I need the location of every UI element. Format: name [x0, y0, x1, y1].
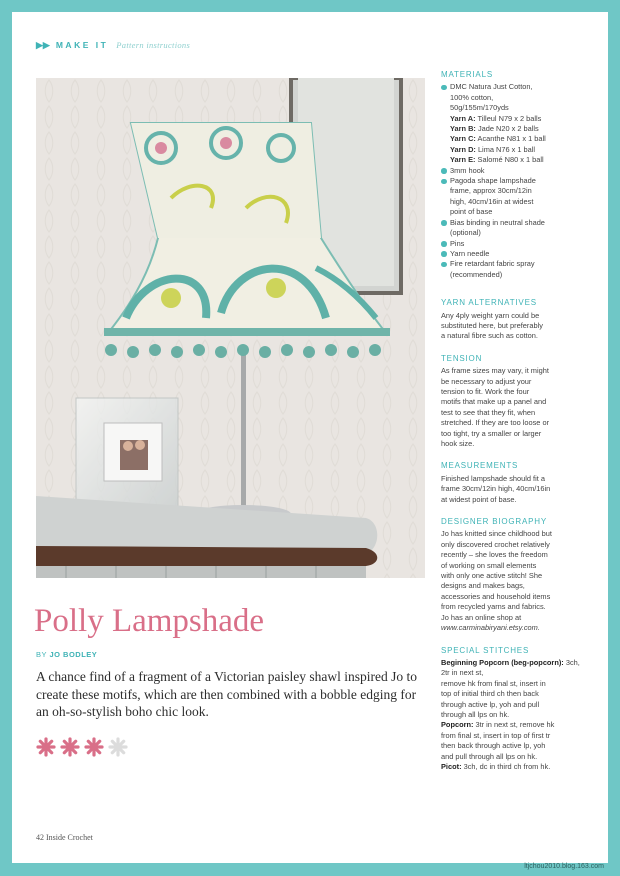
line: Yarn needle	[450, 248, 490, 258]
yarn-label: Yarn E:	[450, 155, 476, 165]
yarn-value: Tilleul N79 x 2 balls	[477, 113, 542, 123]
line: through active lp, yoh and pull	[441, 699, 540, 709]
line: tension to fit. Work the four	[441, 386, 530, 396]
stitch-picot	[441, 762, 586, 772]
line: stretched. If they are too loose or	[441, 418, 550, 428]
yarn-value: Jade N20 x 2 balls	[477, 124, 539, 134]
materials-item	[441, 166, 586, 176]
line: recently – she loves the freedom	[441, 550, 548, 560]
bullet-icon	[441, 241, 447, 247]
line: of working on small elements	[441, 560, 537, 570]
star-empty-icon	[108, 737, 128, 757]
yarn-line	[441, 155, 586, 165]
lampshade-photo	[36, 78, 425, 578]
yarn-line	[441, 134, 586, 144]
line: a natural fibre such as cotton.	[441, 331, 538, 341]
materials-item	[441, 176, 586, 218]
stitch-term: Picot:	[441, 761, 462, 771]
line: 3ch, 2tr in next st,	[441, 657, 580, 678]
line: frame, approx 30cm/12in	[450, 186, 532, 196]
materials-item	[441, 218, 586, 239]
line: test to see that they fit, when	[441, 407, 536, 417]
section-sub: Pattern instructions	[116, 40, 191, 50]
yarn-label: Yarn A:	[450, 113, 476, 123]
line: from recycled yarns and fabrics.	[441, 602, 546, 612]
materials-item	[441, 82, 586, 113]
line: 3mm hook	[450, 165, 485, 175]
yarn-alternatives-heading: YARN ALTERNATIVES	[441, 298, 537, 308]
materials-item	[441, 249, 586, 259]
byline	[36, 650, 97, 659]
yarn-value: Salomé N80 x 1 ball	[477, 155, 544, 165]
difficulty-rating	[36, 737, 128, 757]
stitch-popcorn	[441, 720, 586, 762]
biography-heading: DESIGNER BIOGRAPHY	[441, 517, 547, 527]
author-name: JO BODLEY	[49, 650, 98, 659]
biography-text	[441, 529, 586, 633]
line: point of base	[450, 207, 493, 217]
line: only discovered crochet relatively	[441, 539, 550, 549]
materials-heading: MATERIALS	[441, 70, 493, 79]
line: 3tr in next st, remove hk	[473, 720, 555, 730]
line: high, 40cm/16in at widest	[450, 196, 534, 206]
line: be necessary to adjust your	[441, 376, 532, 386]
bullet-icon	[441, 85, 447, 91]
materials-item	[441, 239, 586, 249]
yarn-line	[441, 145, 586, 155]
intro-text: A chance find of a fragment of a Victorian paisley shawl inspired Jo to create these motifs, which are then combined with a bobble edging for an oh-so-stylish boho chic look.	[36, 669, 417, 719]
line: Any 4ply weight yarn could be	[441, 310, 540, 320]
line: and pull through all lps on hk.	[441, 751, 538, 761]
yarn-alternatives-text	[441, 311, 586, 342]
magazine-name: Inside Crochet	[46, 833, 93, 842]
line: 100% cotton,	[450, 92, 494, 102]
section-label: MAKE IT	[55, 40, 109, 50]
bullet-icon	[441, 220, 447, 226]
line: (optional)	[450, 228, 481, 238]
byline-prefix: BY	[36, 650, 47, 659]
yarn-value: Lima N76 x 1 ball	[477, 144, 536, 154]
shop-link[interactable]: www.carminabiryani.etsy.com.	[441, 623, 540, 633]
line: substituted here, but preferably	[441, 320, 543, 330]
stitch-term: Beginning Popcorn (beg-popcorn):	[441, 657, 564, 667]
line: at widest point of base.	[441, 494, 517, 504]
line: Fire retardant fabric spray	[450, 259, 535, 269]
star-icon	[60, 737, 80, 757]
tension-heading: TENSION	[441, 353, 483, 363]
line: 50g/155m/170yds	[450, 103, 509, 113]
stitch-beg-popcorn	[441, 658, 586, 720]
line: through all lps on hk.	[441, 709, 510, 719]
yarn-value: Acanthe N81 x 1 ball	[477, 134, 546, 144]
line: Pins	[450, 238, 465, 248]
line: top of initial third ch then back	[441, 689, 539, 699]
star-icon	[36, 737, 56, 757]
yarn-label: Yarn C:	[450, 134, 476, 144]
line: (recommended)	[450, 269, 503, 279]
line: Finished lampshade should fit a	[441, 473, 545, 483]
special-stitches-heading: SPECIAL STITCHES	[441, 645, 530, 655]
double-arrow-icon: ▶▶	[36, 39, 50, 50]
line: Jo has knitted since childhood but	[441, 529, 552, 539]
pattern-sidebar	[441, 70, 586, 772]
line: hook size.	[441, 439, 475, 448]
bullet-icon	[441, 262, 447, 268]
yarn-line	[441, 114, 586, 124]
yarn-label: Yarn D:	[450, 144, 476, 154]
line: 3ch, dc in third ch from hk.	[461, 761, 551, 771]
star-icon	[84, 737, 104, 757]
bullet-icon	[441, 168, 447, 174]
line: As frame sizes may vary, it might	[441, 366, 549, 376]
line: motifs that make up a panel and	[441, 397, 547, 407]
lampshade-illustration	[36, 78, 425, 578]
line: with only one active stitch! She	[441, 571, 543, 581]
page-footer	[36, 833, 93, 842]
line: designs and makes bags,	[441, 581, 525, 591]
line: Pagoda shape lampshade	[450, 176, 536, 186]
materials-list	[441, 82, 586, 280]
line: then back through active lp, yoh	[441, 741, 546, 751]
section-header	[36, 38, 190, 52]
yarn-line	[441, 124, 586, 134]
line: remove hk from final st, insert in	[441, 678, 546, 688]
line: frame 30cm/12in high, 40cm/16in	[441, 484, 551, 494]
yarn-label: Yarn B:	[450, 124, 476, 134]
line: Jo has an online shop at	[441, 612, 522, 622]
line: DMC Natura Just Cotton,	[450, 82, 533, 92]
line: too tight, try a smaller or larger	[441, 428, 542, 438]
stitch-term: Popcorn:	[441, 720, 474, 730]
measurements-heading: MEASUREMENTS	[441, 461, 519, 471]
bullet-icon	[441, 251, 447, 257]
line: Bias binding in neutral shade	[450, 217, 545, 227]
bullet-icon	[441, 179, 447, 185]
measurements-text	[441, 474, 586, 505]
page-title: Polly Lampshade	[34, 603, 265, 639]
tension-text	[441, 366, 586, 449]
page-number: 42	[36, 833, 44, 842]
watermark: ltjchou2010.blog.163.com	[524, 863, 604, 870]
line: accessories and household items	[441, 591, 551, 601]
materials-item	[441, 259, 586, 280]
line: from final st, insert in top of first tr	[441, 730, 551, 740]
